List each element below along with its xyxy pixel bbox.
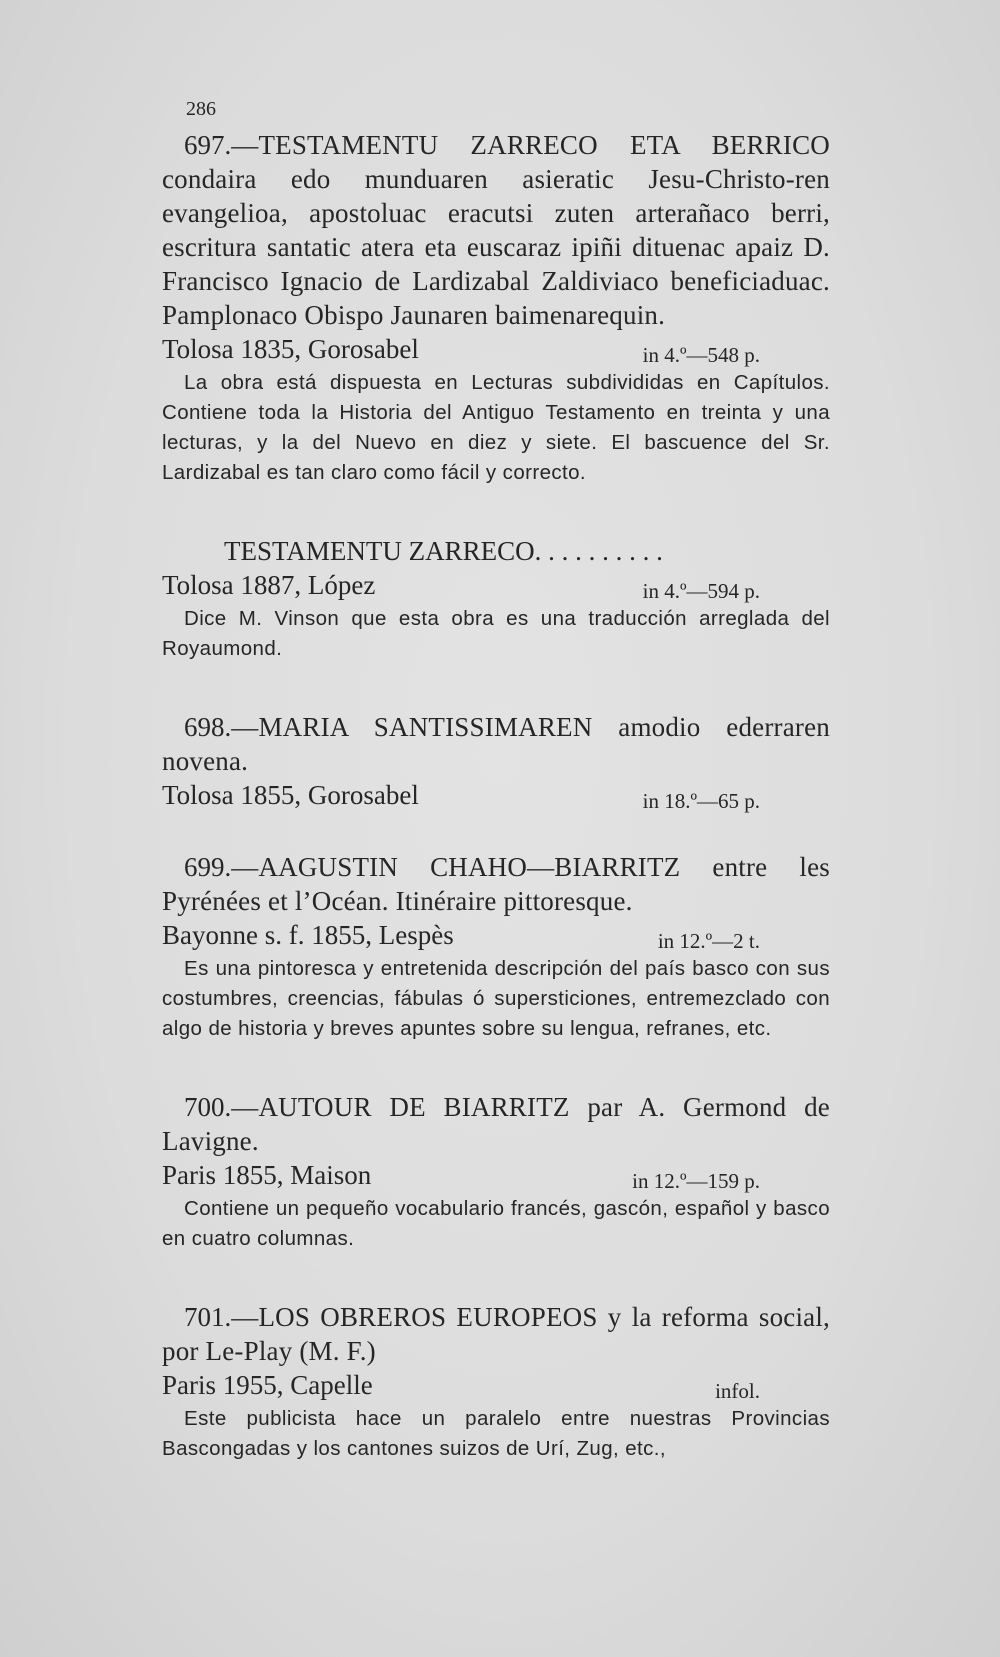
imprint-place-year-printer: Tolosa 1855, Gorosabel [162, 780, 419, 810]
entry-title-text: —LOS OBREROS EUROPEOS y la reforma social, por Le-Play (M. F.) [162, 1302, 830, 1366]
imprint-place-year-printer: Bayonne s. f. 1855, Lespès [162, 920, 454, 950]
entry-imprint [162, 568, 830, 602]
imprint-format: in 12.º—2 t. [657, 929, 760, 953]
entry-note-text: La obra está dispuesta en Lecturas subdivididas en Capítulos. Contiene toda la Historia del Antiguo Testamento en treinta y una lecturas, y la del Nuevo en diez y siete. El bascuence del Sr. Lardizabal es tan claro como fácil y correcto. [162, 371, 830, 484]
entry-note [162, 954, 830, 1044]
entry-699 [162, 850, 830, 1044]
entry-title-text: —TESTAMENTU ZARRECO ETA BERRICO condaira edo munduaren asieratic Jesu-Christo-ren evangelioa, apostoluac eracutsi zuten arterañaco berri, escritura santatic atera eta euscaraz ipiñi dituenac apaiz D. Francisco Ignacio de Lardizabal Zaldiviaco beneficiaduac. Pamplonaco Obispo Jaunaren baimenarequin. [162, 130, 830, 330]
entry-697-second-edition [162, 534, 830, 664]
entry-imprint [162, 1368, 830, 1402]
entry-700 [162, 1090, 830, 1254]
entry-title-text: —AAGUSTIN CHAHO—BIARRITZ entre les Pyrénées et l’Océan. Itinéraire pittoresque. [162, 852, 830, 916]
entry-title-text: —MARIA SANTISSIMAREN amodio ederraren novena. [162, 712, 830, 776]
imprint-place-year-printer: Paris 1855, Maison [162, 1160, 372, 1190]
entry-note [162, 604, 830, 664]
entry-note-text: Este publicista hace un paralelo entre nuestras Provincias Bascongadas y los cantones suizos de Urí, Zug, etc., [162, 1407, 830, 1460]
imprint-format: in 18.º—65 p. [642, 789, 760, 813]
entry-number: 699. [184, 852, 232, 882]
entry-number: 697. [184, 130, 232, 160]
entry-imprint [162, 1158, 830, 1192]
entry-note-text: Contiene un pequeño vocabulario francés, gascón, español y basco en cuatro columnas. [162, 1197, 830, 1250]
text-column [162, 128, 830, 1464]
entry-note [162, 1404, 830, 1464]
entry-title [162, 710, 830, 778]
imprint-format: in 4.º—548 p. [642, 343, 760, 367]
entry-number: 698. [184, 712, 232, 742]
entry-note-text: Dice M. Vinson que esta obra es una traducción arreglada del Royaumond. [162, 607, 830, 660]
entry-imprint [162, 778, 830, 812]
entry-imprint [162, 918, 830, 952]
page-number: 286 [186, 98, 216, 120]
entry-note-text: Es una pintoresca y entretenida descripción del país basco con sus costumbres, creencias, fábulas ó supersticiones, entremezclado con algo de historia y breves apuntes sobre su lengua, refranes, etc. [162, 957, 830, 1040]
entry-701 [162, 1300, 830, 1464]
entry-imprint [162, 332, 830, 366]
entry-number: 701. [184, 1302, 232, 1332]
imprint-place-year-printer: Tolosa 1887, López [162, 570, 376, 600]
entry-title [162, 1090, 830, 1158]
entry-subtitle: TESTAMENTU ZARRECO. . . . . . . . . . [224, 536, 663, 566]
entry-note [162, 368, 830, 488]
entry-title [162, 1300, 830, 1368]
entry-title-text: —AUTOUR DE BIARRITZ par A. Germond de Lavigne. [162, 1092, 830, 1156]
imprint-place-year-printer: Paris 1955, Capelle [162, 1370, 373, 1400]
entry-title [162, 850, 830, 918]
entry-title [162, 128, 830, 332]
imprint-place-year-printer: Tolosa 1835, Gorosabel [162, 334, 419, 364]
imprint-format: in 12.º—159 p. [632, 1169, 760, 1193]
entry-697 [162, 128, 830, 488]
entry-note [162, 1194, 830, 1254]
imprint-format: infol. [715, 1379, 760, 1403]
entry-number: 700. [184, 1092, 232, 1122]
entry-698 [162, 710, 830, 812]
imprint-format: in 4.º—594 p. [642, 579, 760, 603]
